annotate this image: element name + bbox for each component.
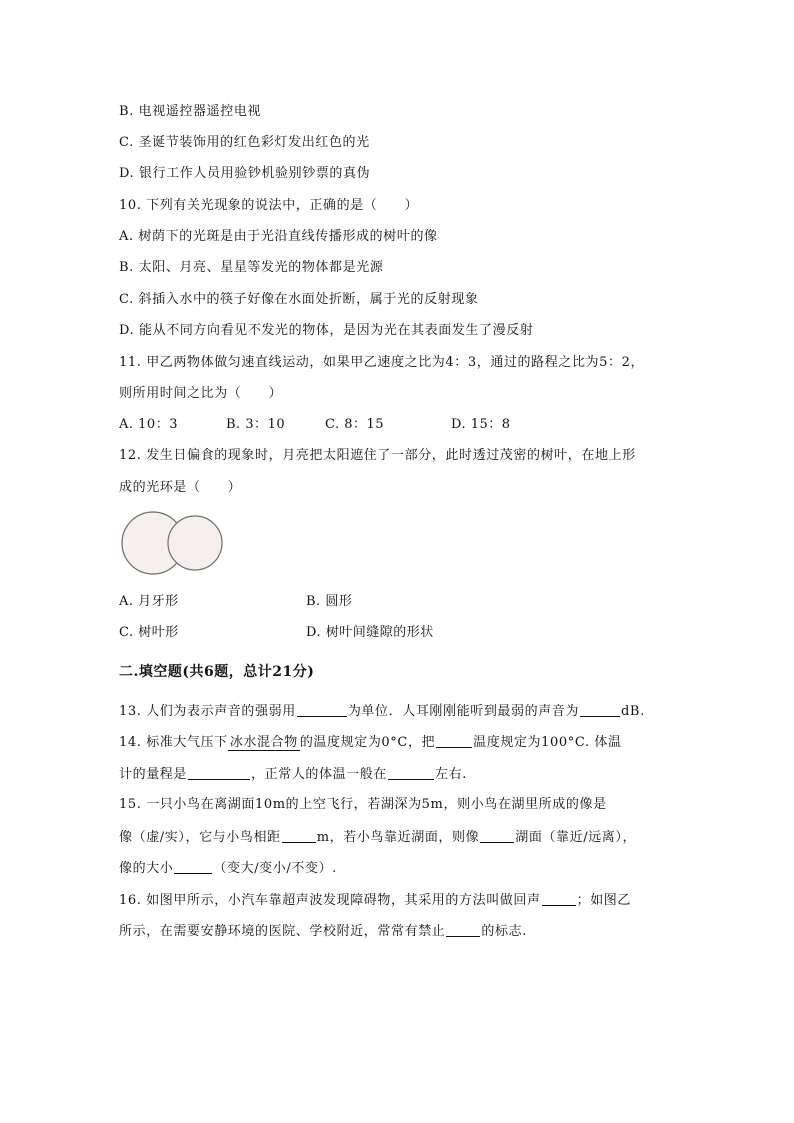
q13-blank-2[interactable]	[580, 702, 620, 717]
q10-option-a: A. 树荫下的光斑是由于光沿直线传播形成的树叶的像	[119, 229, 438, 244]
q15-text-4: 像的大小	[119, 861, 174, 876]
q13-text-1: 13. 人们为表示声音的强弱用	[119, 704, 296, 719]
q15-text-2: m，若小鸟靠近湖面，则像	[316, 830, 480, 845]
q14-line2	[119, 765, 467, 784]
eclipse-figure	[120, 508, 230, 578]
q9-option-c: C. 圣诞节装饰用的红色彩灯发出红色的光	[119, 135, 370, 150]
q14-text-2: 的温度规定为0°C，把	[299, 735, 436, 750]
q16-blank-2[interactable]	[446, 922, 480, 937]
q14-blank-2[interactable]	[188, 765, 250, 780]
q15-text-1: 像（虚/实），它与小鸟相距	[119, 830, 281, 845]
q12-option-a: A. 月牙形	[119, 594, 179, 609]
q15-line2	[119, 828, 636, 847]
q11-option-a: A. 10：3	[119, 417, 178, 432]
q14-blank-1[interactable]	[436, 733, 472, 748]
q11-option-d: D. 15：8	[451, 417, 511, 432]
q10-stem: 10. 下列有关光现象的说法中，正确的是（ ）	[119, 198, 419, 213]
q12-stem-line2: 成的光环是（ ）	[119, 480, 242, 495]
q14-text-4: 计的量程是	[119, 767, 188, 782]
q15-line3	[119, 859, 337, 878]
q10-option-c: C. 斜插入水中的筷子好像在水面处折断，属于光的反射现象	[119, 292, 479, 307]
q14-text-5: ，正常人的体温一般在	[251, 767, 388, 782]
q9-option-d: D. 银行工作人员用验钞机验别钞票的真伪	[119, 166, 371, 181]
q13	[119, 702, 645, 721]
q15-blank-2[interactable]	[282, 828, 316, 843]
q14-blank-3[interactable]	[388, 765, 434, 780]
q12-stem-line1: 12. 发生日偏食的现象时，月亮把太阳遮住了一部分，此时透过茂密的树叶，在地上形	[119, 448, 636, 463]
q16-text-1: 16. 如图甲所示，小汽车靠超声波发现障碍物，其采用的方法叫做回声	[119, 893, 541, 908]
q16-text-2: ；如图乙	[576, 893, 632, 908]
q15-blank-3[interactable]	[480, 828, 514, 843]
q16-line1	[119, 891, 631, 910]
q14-text-1: 14. 标准大气压下	[119, 735, 228, 750]
q15-text-5: （变大/变小/不变）.	[213, 861, 337, 876]
q15-blank-4[interactable]	[174, 859, 212, 874]
q15-text-3: 湖面（靠近/远离），	[515, 830, 637, 845]
q12-option-b: B. 圆形	[306, 594, 353, 609]
q16-text-4: 的标志.	[481, 924, 527, 939]
q9-option-b: B. 电视遥控器遥控电视	[119, 104, 262, 119]
section-heading: 二.填空题(共6题，总计21分)	[119, 664, 315, 680]
q13-text-2: 为单位．人耳刚刚能听到最弱的声音为	[347, 704, 580, 719]
q10-option-b: B. 太阳、月亮、星星等发光的物体都是光源	[119, 260, 384, 275]
q12-option-c: C. 树叶形	[119, 625, 179, 640]
q11-stem-line2: 则所用时间之比为（ ）	[119, 386, 283, 401]
q13-blank-1[interactable]	[297, 702, 347, 717]
q16-blank-1[interactable]	[542, 891, 576, 906]
moon-circle	[168, 516, 222, 570]
q14-text-6: 左右.	[435, 767, 467, 782]
q12-option-d: D. 树叶间缝隙的形状	[306, 625, 434, 640]
q11-stem-line1: 11. 甲乙两物体做匀速直线运动，如果甲乙速度之比为4：3，通过的路程之比为5：2，	[119, 355, 645, 370]
q14-underlined-term: 冰水混合物	[229, 735, 298, 750]
q10-option-d: D. 能从不同方向看见不发光的物体，是因为光在其表面发生了漫反射	[119, 323, 534, 338]
q13-text-3: dB.	[621, 704, 645, 719]
q14-text-3: 温度规定为100°C. 体温	[473, 735, 622, 750]
q11-option-b: B. 3：10	[226, 417, 286, 432]
q15-line1: 15. 一只小鸟在离湖面10m的上空飞行，若湖深为5m，则小鸟在湖里所成的像是	[119, 797, 607, 812]
q11-option-c: C. 8：15	[325, 417, 385, 432]
q14-line1	[119, 733, 622, 752]
q16-text-3: 所示，在需要安静环境的医院、学校附近，常常有禁止	[119, 924, 446, 939]
q16-line2	[119, 922, 527, 941]
